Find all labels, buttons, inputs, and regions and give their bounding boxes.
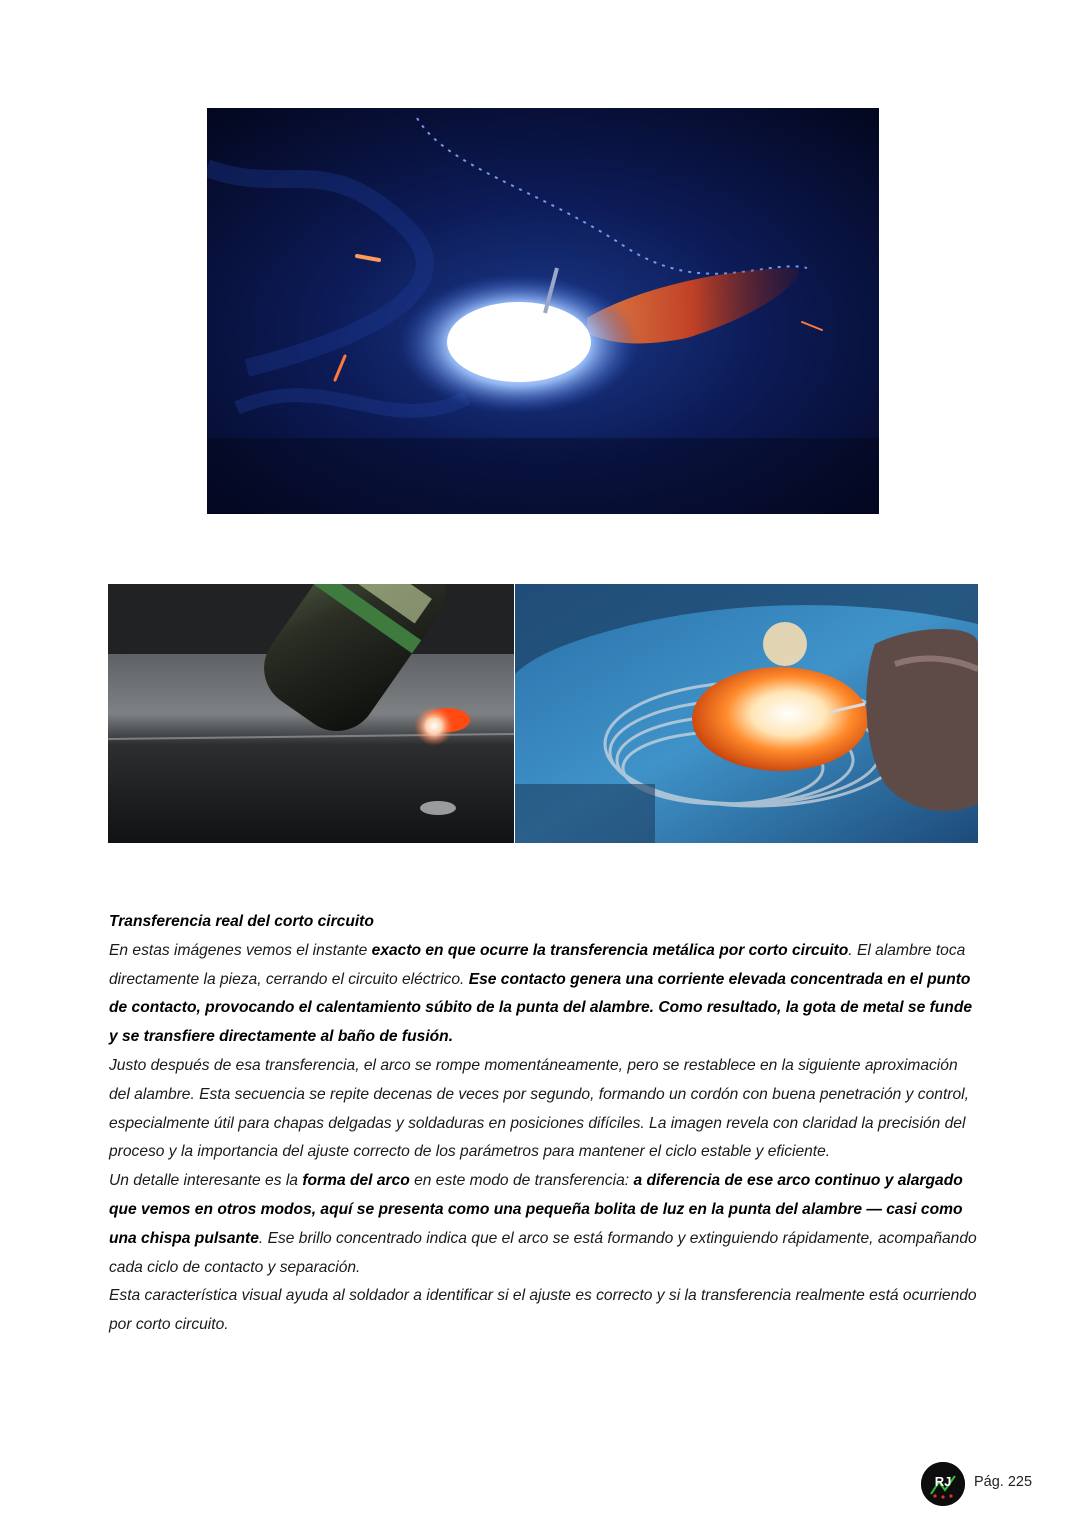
p1-bold-d: Ese contacto genera una corriente elevada concentrada en el punto de contacto, provocando el calentamiento súbito de la punta del alambre. Como resultado, la gota de metal se funde y se transfiere directamente al baño de fusión. [109, 970, 973, 1046]
p3-bold-d: a diferencia de ese arco continuo y alargado que vemos en otros modos, aquí se presenta como una pequeña bolita de luz en la punta del alambre — casi como una chispa pulsante [109, 1172, 963, 1247]
page-number: Pág. 225 [974, 1474, 1033, 1490]
p1-text-c: . El alambre toca directamente la pieza, cerrando el circuito eléctrico. [109, 941, 966, 988]
section-heading: Transferencia real del corto circuito [109, 913, 374, 930]
p3-bold-b: forma del arco [302, 1172, 410, 1190]
p3-text-c: en este modo de transferencia: [409, 1172, 634, 1190]
p1-text-a: En estas imágenes vemos el instante [109, 941, 372, 959]
welding-arc-photo [207, 108, 879, 514]
p3-text-a: Un detalle interesante es la [109, 1172, 303, 1190]
logo-text: RJ [934, 1474, 952, 1489]
p3-text-e: . Ese brillo concentrado indica que el arco se está formando y extinguiendo rápidamente, acompañando cada ciclo de contacto y separación. [109, 1229, 977, 1276]
paragraph-1 [109, 937, 981, 1052]
paragraph-3 [109, 1167, 981, 1282]
torch-on-plate-photo [108, 584, 514, 843]
weld-pool-photo [515, 584, 978, 843]
p1-bold-b: exacto en que ocurre la transferencia metálica por corto circuito [371, 941, 849, 959]
publisher-logo [921, 1462, 965, 1506]
paragraph-2: Justo después de esa transferencia, el arco se rompe momentáneamente, pero se restablece en la siguiente aproximación del alambre. Esta secuencia se repite decenas de veces por segundo, formando un cordón con buena penetración y control, especialmente útil para chapas delgadas y soldaduras en posiciones difíciles. La imagen revela con claridad la precisión del proceso y la importancia del ajuste correcto de los parámetros para mantener el ciclo estable y eficiente. [109, 1056, 969, 1161]
paragraph-4: Esta característica visual ayuda al soldador a identificar si el ajuste es correcto y si la transferencia realmente está ocurriendo por corto circuito. [109, 1287, 977, 1334]
article-body [109, 908, 981, 1340]
